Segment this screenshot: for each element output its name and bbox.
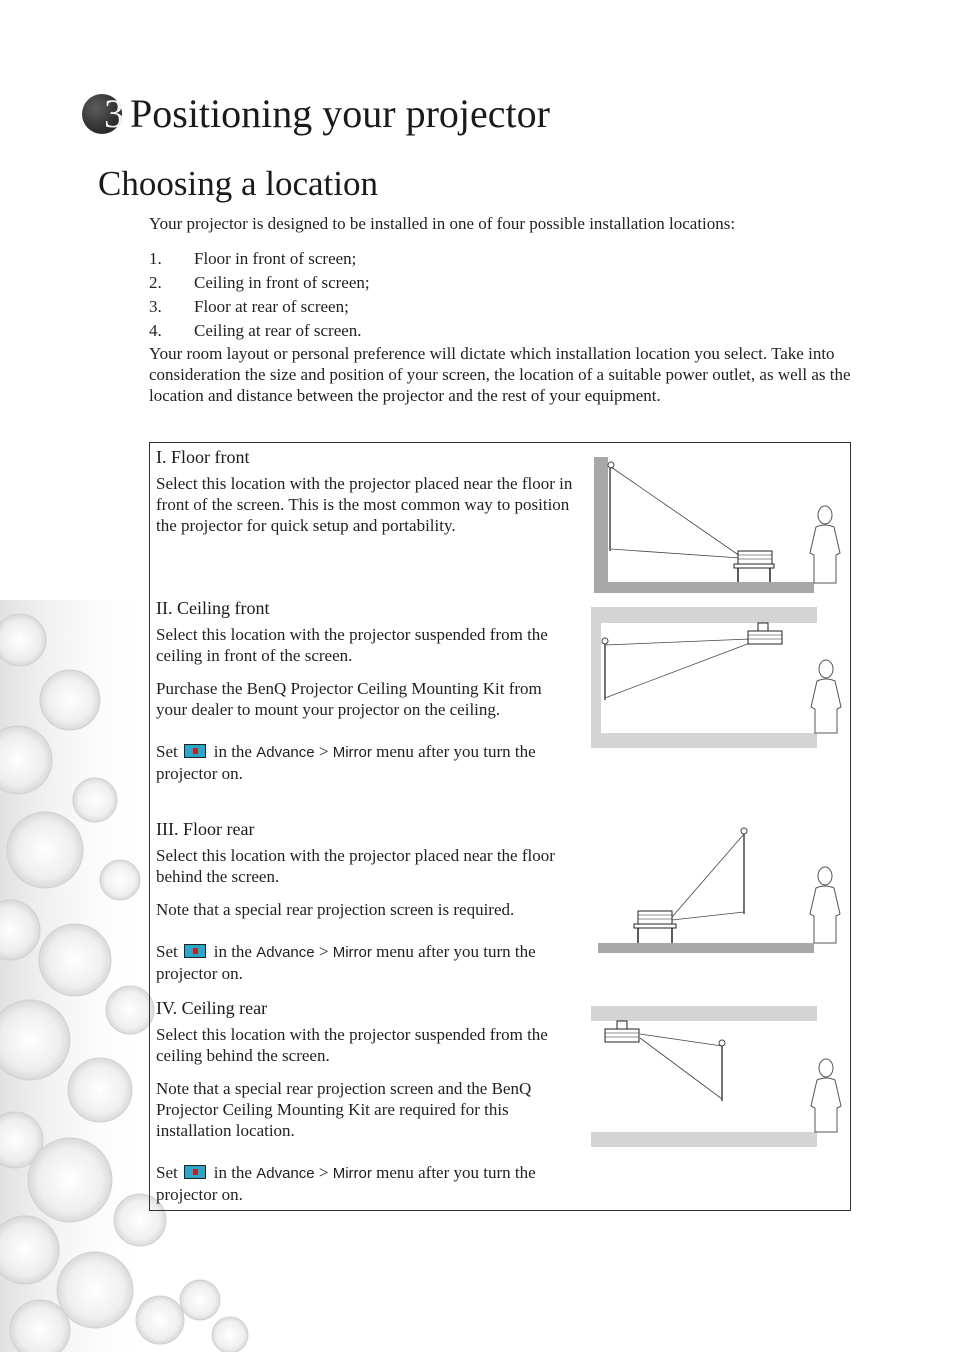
intro-text: Your projector is designed to be installed in one of four possible installation locations: [149,214,736,233]
beam-top [605,639,750,645]
mirror-menu-label: Mirror [332,944,372,961]
chapter-title: Positioning your projector [130,91,550,136]
advance-menu-label: Advance [256,1165,315,1182]
ceiling-front-mirror-icon [184,744,206,758]
mirror-setting [156,941,576,984]
wall [591,623,601,733]
option-description: Select this location with the projector placed near the floor behind the screen. [156,846,555,886]
beam-bottom [672,912,744,920]
list-item-text: Floor in front of screen; [194,249,357,268]
menu-separator: > [318,742,329,761]
option-note: Note that a special rear projection screen and the BenQ Projector Ceiling Mounting Kit are required for this installation location. [156,1079,532,1140]
in-the-label: in the [213,942,252,961]
option-ceiling-front [156,596,576,784]
projector-icon [638,911,672,924]
ceiling-rear-mirror-icon [184,1165,206,1179]
ceiling-front-diagram [590,605,842,750]
option-ceiling-rear [156,996,576,1205]
floor-rear-diagram [596,822,846,957]
advance-menu-label: Advance [256,744,315,761]
list-item-text: Floor at rear of screen; [194,297,349,316]
list-item-text: Ceiling in front of screen; [194,273,370,292]
option-title: III. Floor rear [156,819,255,839]
option-floor-rear [156,817,576,984]
beam-bottom [640,1038,722,1099]
screen-top [719,1040,725,1046]
projector-icon [748,623,782,644]
after-text: menu after you turn the projector on. [156,942,536,983]
option-note: Note that a special rear projection screen is required. [156,900,515,919]
projector-icon [738,551,772,564]
chapter-number: 3 [104,91,124,136]
menu-separator: > [318,1163,329,1182]
person-icon [811,660,841,733]
mirror-menu-label: Mirror [332,744,372,761]
ceiling-rear-diagram [590,1004,842,1150]
set-label: Set [156,1163,178,1182]
in-the-label: in the [213,742,252,761]
option-title: IV. Ceiling rear [156,998,268,1018]
projector-icon [605,1021,639,1042]
beam-top [672,834,744,917]
in-the-label: in the [213,1163,252,1182]
person-icon [810,506,840,583]
person-icon [811,1059,841,1132]
after-text: menu after you turn the projector on. [156,1163,536,1204]
floor-rear-mirror-icon [184,944,206,958]
screen-top [602,638,608,644]
beam-top [611,467,740,556]
floor [598,943,814,953]
menu-separator: > [318,942,329,961]
wall [594,457,608,593]
option-description: Select this location with the projector suspended from the ceiling in front of the screen. [156,625,548,665]
list-item-number: 3. [149,297,162,316]
advance-menu-label: Advance [256,944,315,961]
floor [591,1132,817,1147]
ceiling [591,1006,817,1021]
list-item-number: 1. [149,249,162,268]
list-item-number: 4. [149,321,162,340]
set-label: Set [156,942,178,961]
after-text: menu after you turn the projector on. [156,742,536,783]
floor-front-diagram [592,455,842,595]
list-item-number: 2. [149,273,162,292]
table-icon [734,564,774,582]
beam-top [640,1034,722,1046]
option-title: II. Ceiling front [156,598,270,618]
person-icon [810,867,840,943]
option-description: Select this location with the projector placed near the floor in front of the screen. This is the most common way to position the projector for quick setup and portability. [156,474,573,535]
floor [591,733,817,748]
option-note: Purchase the BenQ Projector Ceiling Mounting Kit from your dealer to mount your projector on the ceiling. [156,679,542,719]
floor [594,582,814,593]
ceiling [591,607,817,623]
beam-bottom [611,549,740,558]
table-icon [634,924,676,943]
mirror-menu-label: Mirror [332,1165,372,1182]
set-label: Set [156,742,178,761]
preference-text: Your room layout or personal preference will dictate which installation location you select. Take into consideration the size and position of your screen, the location of a suitable power outlet, as well as the location and distance between the projector and the rest of your equipment. [149,344,851,405]
option-description: Select this location with the projector suspended from the ceiling behind the screen. [156,1025,548,1065]
list-item-text: Ceiling at rear of screen. [194,321,362,340]
mirror-setting [156,1162,576,1205]
screen-top [741,828,747,834]
beam-bottom [605,643,750,698]
mirror-setting [156,741,576,784]
option-floor-front [156,445,576,536]
section-title: Choosing a location [98,164,378,203]
option-title: I. Floor front [156,447,250,467]
